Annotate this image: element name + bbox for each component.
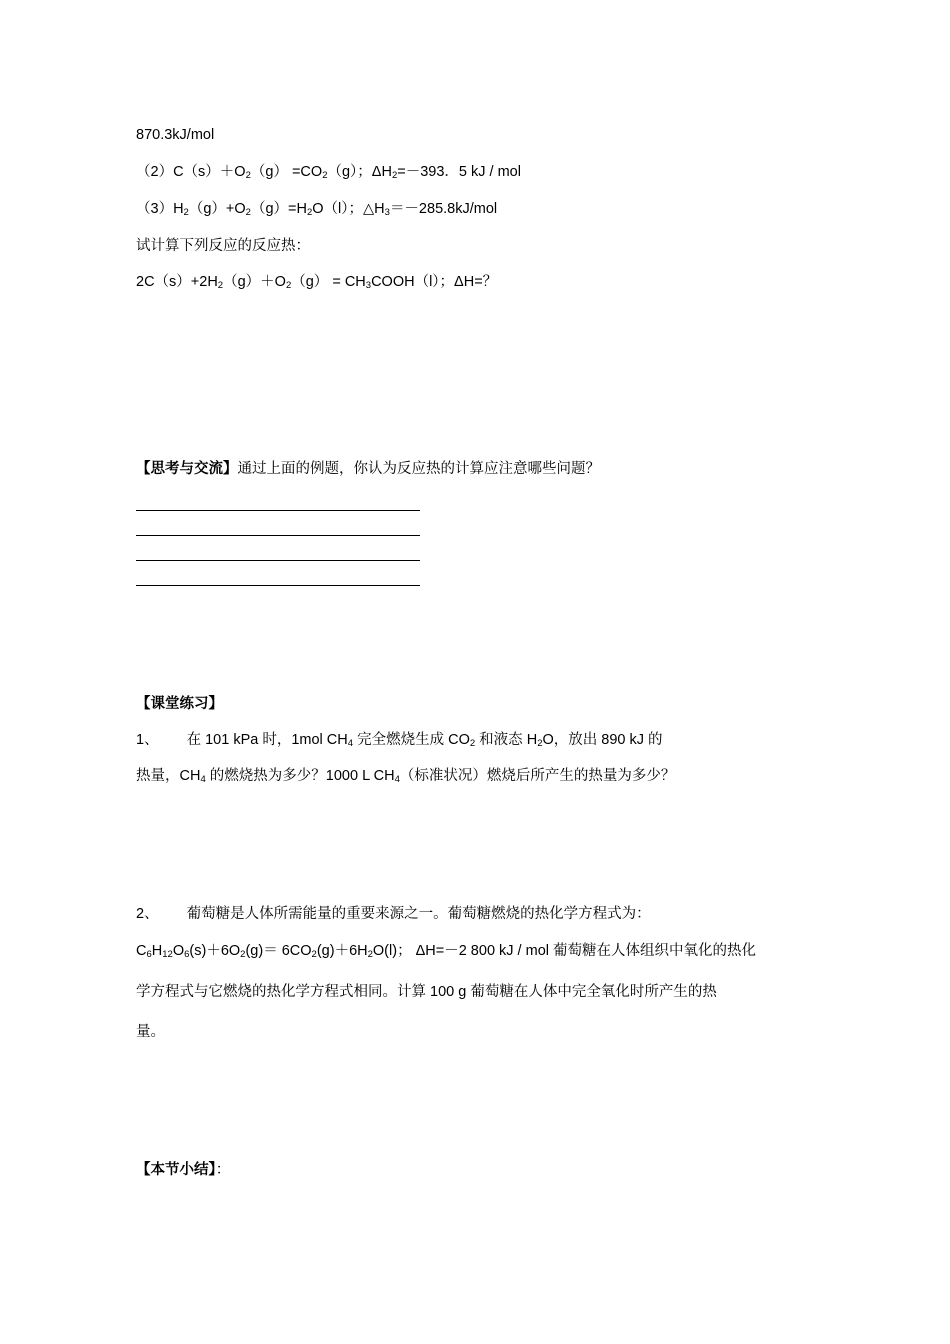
calc-prompt: 试计算下列反应的反应热：	[136, 238, 310, 254]
question-2-line-3: 学方程式与它燃烧的热化学方程式相同。计算 100 g 葡萄糖在人体中完全氧化时所产生的热	[136, 984, 717, 1000]
answer-line-3	[136, 560, 420, 561]
answer-line-4	[136, 585, 420, 586]
heat-value-line: 870.3kJ/mol	[136, 127, 215, 143]
section-heading-think: 【思考与交流】	[136, 461, 238, 477]
question-number: 1、	[136, 732, 159, 748]
equation-2: $(2)C(s)+O_2(g) =CO_2(g)$；$\Delta H_2=-393$．5 kJ / mol	[136, 164, 521, 181]
question-2-line-1: 2、 葡萄糖是人体所需能量的重要来源之一。葡萄糖燃烧的热化学方程式为：	[136, 906, 651, 922]
equation-3: $(3)H_2(g)+O_2(g)=H_2O(l)$；$\triangle H_3=-285.8kJ$/mol	[136, 201, 498, 218]
question-2-equation: $C_6H_{12}O_6(s)+6O_2(g)= 6CO_2(g)+6H_2O(l)$； ΔH=－2 800 kJ / mol 葡萄糖在人体组织中氧化的热化	[136, 943, 757, 960]
answer-line-2	[136, 535, 420, 536]
answer-line-1	[136, 510, 420, 511]
question-2-line-4: 量。	[136, 1024, 165, 1040]
question-1-line-1: 1、 在 101 kPa 时，1mol $CH_4$ 完全燃烧生成 $CO_2$ 和液态 $H_2O$，放出 890 kJ 的	[136, 732, 663, 749]
think-exchange	[136, 459, 600, 479]
question-number: 2、	[136, 906, 159, 922]
think-question: 通过上面的例题，你认为反应热的计算应注意哪些问题？	[237, 461, 600, 477]
section-heading-summary: 【本节小结】：	[136, 1162, 231, 1178]
section-heading-practice: 【课堂练习】	[136, 696, 223, 712]
target-equation: $2C(s)+2H_2(g)+O_2(g)$ = $CH_3COOH(l)$；ΔH=？	[136, 274, 498, 291]
question-1-line-2: 热量，$CH_4$ 的燃烧热为多少？1000 L $CH_4$（标准状况）燃烧后所产生的热量为多少？	[136, 768, 676, 785]
